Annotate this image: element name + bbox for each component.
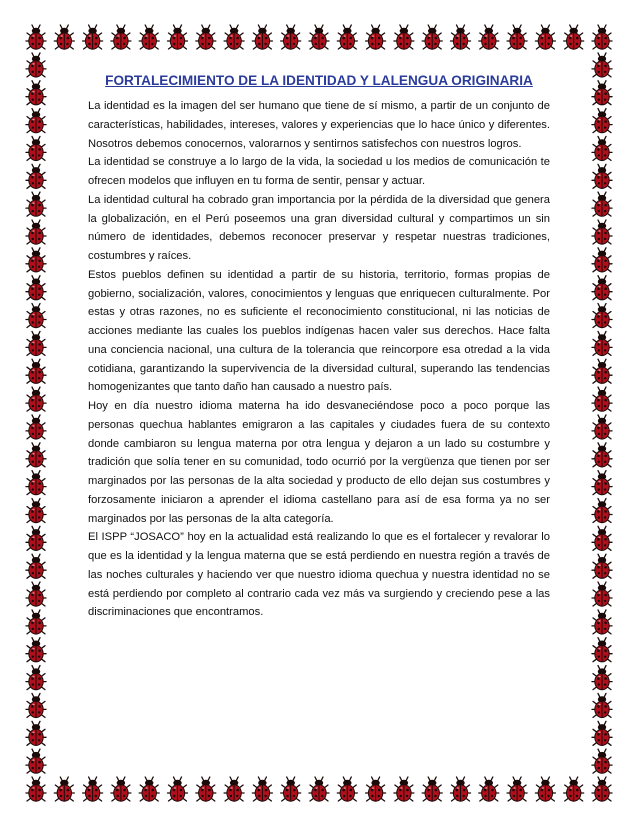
- ladybug-icon: [26, 526, 46, 550]
- ladybug-icon: [26, 693, 46, 717]
- ladybug-icon: [479, 777, 499, 801]
- ladybug-icon: [26, 359, 46, 383]
- ladybug-icon: [26, 749, 46, 773]
- ladybug-icon: [224, 25, 244, 49]
- ladybug-icon: [26, 25, 46, 49]
- ladybug-icon: [592, 499, 612, 523]
- ladybug-icon: [507, 777, 527, 801]
- ladybug-icon: [196, 25, 216, 49]
- ladybug-icon: [592, 304, 612, 328]
- ladybug-icon: [26, 443, 46, 467]
- ladybug-icon: [26, 331, 46, 355]
- ladybug-icon: [592, 220, 612, 244]
- ladybug-icon: [592, 471, 612, 495]
- ladybug-icon: [26, 582, 46, 606]
- ladybug-icon: [366, 777, 386, 801]
- ladybug-icon: [479, 25, 499, 49]
- document-body: [88, 72, 550, 622]
- paragraph: La identidad cultural ha cobrado gran importancia por la pérdida de la diversidad que genera la globalización, en el Perú poseemos una gran diversidad cultural y compartimos un sin número de identidades, debemos reconocer preservar y respetar nuestras tradiciones, costumbres y raíces.: [88, 193, 550, 262]
- ladybug-icon: [337, 777, 357, 801]
- ladybug-icon: [422, 25, 442, 49]
- ladybug-icon: [592, 164, 612, 188]
- paragraph: La identidad es la imagen del ser humano que tiene de sí mismo, a partir de un conjunto de características, habilidades, intereses, valores y experiencias que lo hace único y diferentes. Nosotros debemos conocernos, valorarnos y sentirnos satisfechos con nuestros logros.: [88, 100, 550, 150]
- ladybug-icon: [337, 25, 357, 49]
- ladybug-icon: [592, 666, 612, 690]
- ladybug-icon: [592, 136, 612, 160]
- ladybug-icon: [26, 610, 46, 634]
- ladybug-icon: [592, 721, 612, 745]
- ladybug-icon: [252, 25, 272, 49]
- ladybug-icon: [394, 25, 414, 49]
- ladybug-icon: [592, 554, 612, 578]
- ladybug-icon: [26, 53, 46, 77]
- ladybug-icon: [83, 777, 103, 801]
- ladybug-icon: [26, 471, 46, 495]
- ladybug-icon: [394, 777, 414, 801]
- ladybug-icon: [451, 25, 471, 49]
- ladybug-icon: [592, 81, 612, 105]
- ladybug-icon: [26, 304, 46, 328]
- ladybug-icon: [592, 582, 612, 606]
- paragraph: El ISPP “JOSACO” hoy en la actualidad está realizando lo que es el fortalecer y revalorar lo que es la identidad y la lengua materna que se está perdiendo en nuestra región a través de las noches culturales y haciendo ver que nuestro idioma quechua y nuestra identidad no se está perdiendo por completo al contrario cada vez más va surgiendo y creciendo pese a las discriminaciones que encontramos.: [88, 531, 550, 619]
- ladybug-icon: [26, 164, 46, 188]
- ladybug-icon: [592, 109, 612, 133]
- ladybug-icon: [592, 248, 612, 272]
- ladybug-icon: [366, 25, 386, 49]
- ladybug-icon: [26, 499, 46, 523]
- ladybug-icon: [26, 220, 46, 244]
- ladybug-icon: [592, 610, 612, 634]
- ladybug-icon: [252, 777, 272, 801]
- ladybug-icon: [139, 25, 159, 49]
- ladybug-icon: [281, 25, 301, 49]
- ladybug-icon: [592, 53, 612, 77]
- ladybug-icon: [564, 777, 584, 801]
- ladybug-icon: [26, 638, 46, 662]
- ladybug-icon: [535, 25, 555, 49]
- ladybug-icon: [26, 109, 46, 133]
- ladybug-icon: [26, 136, 46, 160]
- ladybug-icon: [451, 777, 471, 801]
- ladybug-icon: [168, 25, 188, 49]
- ladybug-icon: [592, 25, 612, 49]
- ladybug-icon: [592, 387, 612, 411]
- ladybug-icon: [26, 192, 46, 216]
- ladybug-icon: [26, 721, 46, 745]
- ladybug-icon: [26, 415, 46, 439]
- ladybug-icon: [309, 777, 329, 801]
- ladybug-icon: [507, 25, 527, 49]
- ladybug-icon: [592, 359, 612, 383]
- paragraph: Hoy en día nuestro idioma materna ha ido desvaneciéndose poco a poco porque las personas quechua hablantes emigraron a las capitales y ciudades fuera de su contexto donde cambiaron su lengua materna por otra lengua y dejaron a un lado su costumbre y tradición que solía tener en su comunidad, todo ocurrió por la vergüenza que tienen por ser marginados por las personas de la alta sociedad y producto de ello dejan sus costumbres y forzosamente iniciaron a aprender el idioma castellano para así de esa forma ya no ser marginados por las personas de la alta categoría.: [88, 400, 550, 525]
- ladybug-icon: [83, 25, 103, 49]
- ladybug-icon: [26, 554, 46, 578]
- ladybug-icon: [564, 25, 584, 49]
- paragraph: Estos pueblos definen su identidad a partir de su historia, territorio, formas propias de gobierno, socialización, valores, conocimientos y lenguas que enriquecen culturalmente. Por estas y otras razones, no es suficiente el reconocimiento constitucional, ni las noticias de acciones mediante las cuales los pueblos indígenas hacen valer sus derechos. Hace falta una conciencia nacional, una cultura de la tolerancia que reincorpore esa otredad a la vida cotidiana, garantizando la supervivencia de la diversidad cultural, superando las tendencias homogenizantes que tanto daño han causado a nuestro país.: [88, 268, 550, 394]
- ladybug-icon: [26, 387, 46, 411]
- ladybug-icon: [535, 777, 555, 801]
- ladybug-icon: [26, 276, 46, 300]
- ladybug-icon: [196, 777, 216, 801]
- ladybug-icon: [592, 693, 612, 717]
- document-title: FORTALECIMIENTO DE LA IDENTIDAD Y LALENGUA ORIGINARIA: [105, 73, 533, 88]
- ladybug-icon: [592, 331, 612, 355]
- ladybug-icon: [224, 777, 244, 801]
- ladybug-icon: [309, 25, 329, 49]
- ladybug-icon: [26, 666, 46, 690]
- ladybug-icon: [168, 777, 188, 801]
- ladybug-icon: [592, 777, 612, 801]
- ladybug-icon: [281, 777, 301, 801]
- ladybug-icon: [111, 25, 131, 49]
- ladybug-icon: [422, 777, 442, 801]
- ladybug-icon: [26, 248, 46, 272]
- paragraph: La identidad se construye a lo largo de la vida, la sociedad u los medios de comunicación te ofrecen modelos que influyen en tu forma de sentir, pensar y actuar.: [88, 156, 550, 187]
- ladybug-icon: [592, 526, 612, 550]
- ladybug-icon: [592, 749, 612, 773]
- ladybug-icon: [592, 276, 612, 300]
- ladybug-icon: [592, 638, 612, 662]
- ladybug-icon: [139, 777, 159, 801]
- ladybug-icon: [592, 443, 612, 467]
- ladybug-icon: [592, 415, 612, 439]
- ladybug-icon: [54, 25, 74, 49]
- ladybug-icon: [592, 192, 612, 216]
- ladybug-icon: [54, 777, 74, 801]
- ladybug-icon: [26, 81, 46, 105]
- ladybug-icon: [111, 777, 131, 801]
- ladybug-icon: [26, 777, 46, 801]
